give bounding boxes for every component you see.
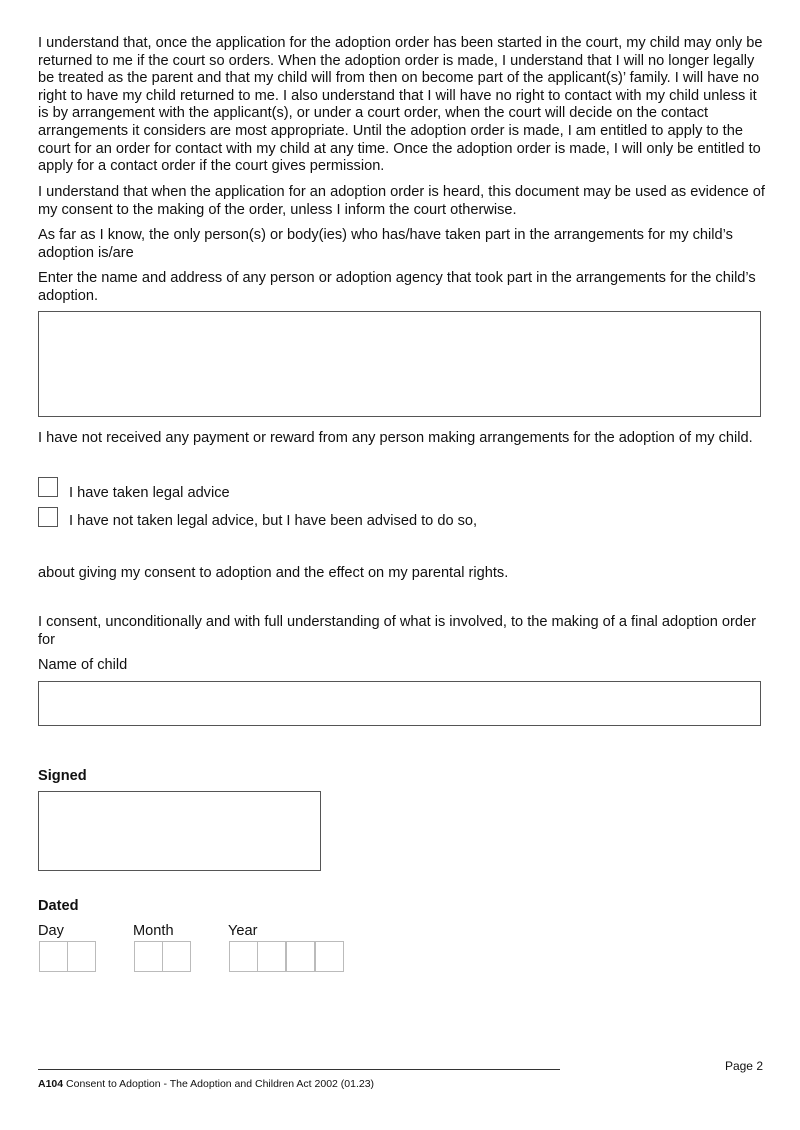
agency-details-field[interactable]: [38, 311, 761, 417]
year-digit-1-field[interactable]: [229, 941, 258, 972]
day-digit-2-field[interactable]: [67, 941, 96, 972]
child-name-field[interactable]: [38, 681, 761, 726]
year-digit-3-field[interactable]: [286, 941, 315, 972]
footer-form-reference: [38, 1078, 374, 1090]
evidence-paragraph: I understand that when the application for an adoption order is heard, this document may be used as evidence of my consent to the making of the order, unless I inform the court otherwise.: [38, 184, 765, 218]
year-digit-2-field[interactable]: [257, 941, 286, 972]
dated-heading: Dated: [38, 898, 79, 914]
month-digit-2-field[interactable]: [162, 941, 191, 972]
footer-divider: [38, 1069, 560, 1070]
form-title: Consent to Adoption - The Adoption and Children Act 2002 (01.23): [66, 1078, 375, 1090]
contact-rights-paragraph: I understand that, once the application for the adoption order has been started in the court, my child may only be returned to me if the court so orders. When the adoption order is made, I understand that I will no longer legally be treated as the parent and that my child will from then on become part of the applicant(s)’ family. I will have no right to have my child returned to me. I also understand that I will have no right to contact with my child unless it is by arrangement with the applicant(s), or under a court order, when the court will decide on the contact arrangements it considers are most appropriate. Until the adoption order is made, I am entitled to apply to the court for an order for contact with my child at any time. Once the adoption order is made, I will only be entitled to apply for a contact order if the court gives permission.: [38, 35, 763, 175]
year-digit-4-field[interactable]: [315, 941, 344, 972]
legal-advice-not-taken-label: I have not taken legal advice, but I have been advised to do so,: [69, 513, 478, 529]
month-digit-1-field[interactable]: [134, 941, 163, 972]
agency-instruction: Enter the name and address of any person or adoption agency that took part in the arrangements for the child’s adoption.: [38, 270, 756, 304]
parental-rights-paragraph: about giving my consent to adoption and the effect on my parental rights.: [38, 565, 509, 581]
legal-advice-taken-checkbox[interactable]: [38, 477, 58, 497]
arrangements-paragraph: As far as I know, the only person(s) or body(ies) who has/have taken part in the arrangements for my child’s adoption is/are: [38, 227, 733, 261]
signature-field[interactable]: [38, 791, 321, 871]
signed-heading: Signed: [38, 768, 87, 784]
day-label: Day: [38, 923, 64, 939]
form-code: A104: [38, 1078, 64, 1090]
day-digit-1-field[interactable]: [39, 941, 68, 972]
legal-advice-taken-label: I have taken legal advice: [69, 485, 230, 501]
legal-advice-not-taken-checkbox[interactable]: [38, 507, 58, 527]
page-number: Page 2: [724, 1059, 763, 1073]
child-name-label: Name of child: [38, 657, 128, 673]
month-label: Month: [133, 923, 174, 939]
consent-paragraph: I consent, unconditionally and with full understanding of what is involved, to the making of a final adoption order for: [38, 614, 756, 648]
year-label: Year: [228, 923, 258, 939]
no-payment-statement: I have not received any payment or reward from any person making arrangements for the adoption of my child.: [38, 430, 753, 446]
